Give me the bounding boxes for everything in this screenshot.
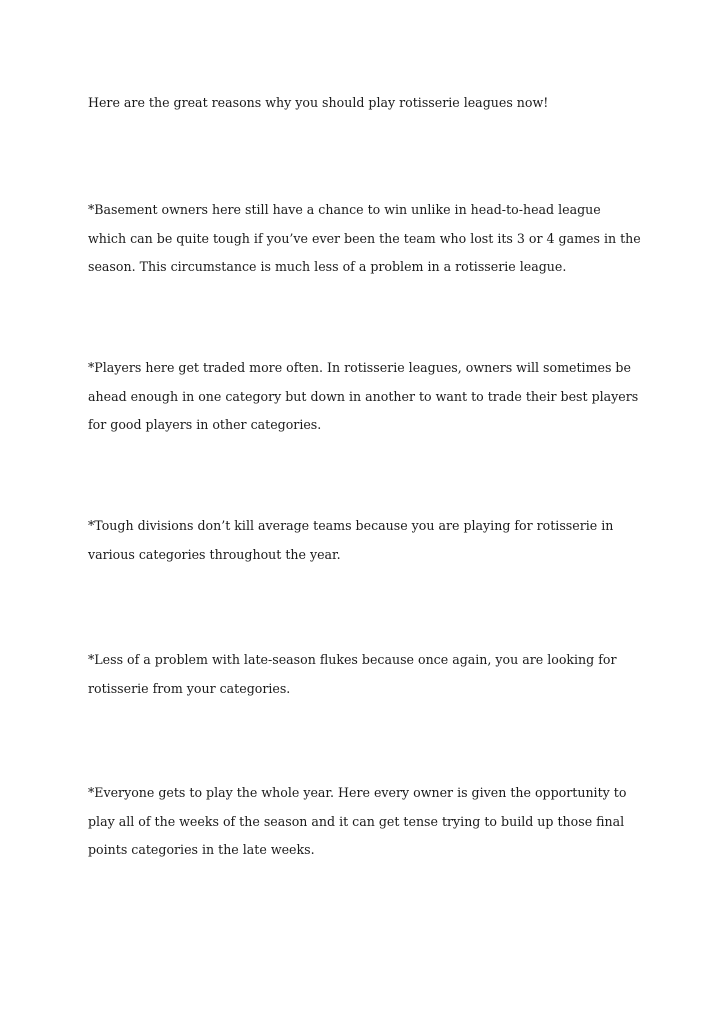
reason-paragraph-basement-owners	[88, 196, 648, 282]
reason-paragraph-whole-year	[88, 779, 648, 865]
paragraph-line: for good players in other categories.	[88, 417, 322, 432]
paragraph-line: various categories throughout the year.	[88, 546, 341, 562]
reason-paragraph-late-season-flukes	[88, 646, 648, 703]
paragraph-line: *Players here get traded more often. In rotisserie leagues, owners will sometimes be	[88, 360, 631, 375]
paragraph-line: play all of the weeks of the season and it can get tense trying to build up those final	[88, 813, 625, 829]
paragraph-line: season. This circumstance is much less of a problem in a rotisserie league.	[88, 259, 567, 274]
paragraph-line: points categories in the late weeks.	[88, 842, 315, 857]
paragraph-line: *Everyone gets to play the whole year. Here every owner is given the opportunity to	[88, 785, 627, 800]
paragraph-line: *Less of a problem with late-season flukes because once again, you are looking for	[88, 652, 617, 667]
paragraph-line: *Tough divisions don’t kill average teams because you are playing for rotisserie in	[88, 518, 614, 533]
reason-paragraph-trades	[88, 354, 648, 440]
paragraph-line: which can be quite tough if you’ve ever been the team who lost its 3 or 4 games in the	[88, 230, 641, 246]
intro-line: Here are the great reasons why you should play rotisserie leagues now!	[88, 95, 549, 110]
intro-paragraph	[88, 89, 648, 118]
paragraph-line: *Basement owners here still have a chance to win unlike in head-to-head league	[88, 202, 601, 217]
reason-paragraph-tough-divisions	[88, 512, 648, 569]
paragraph-line: rotisserie from your categories.	[88, 680, 291, 696]
paragraph-line: ahead enough in one category but down in another to want to trade their best players	[88, 388, 639, 404]
